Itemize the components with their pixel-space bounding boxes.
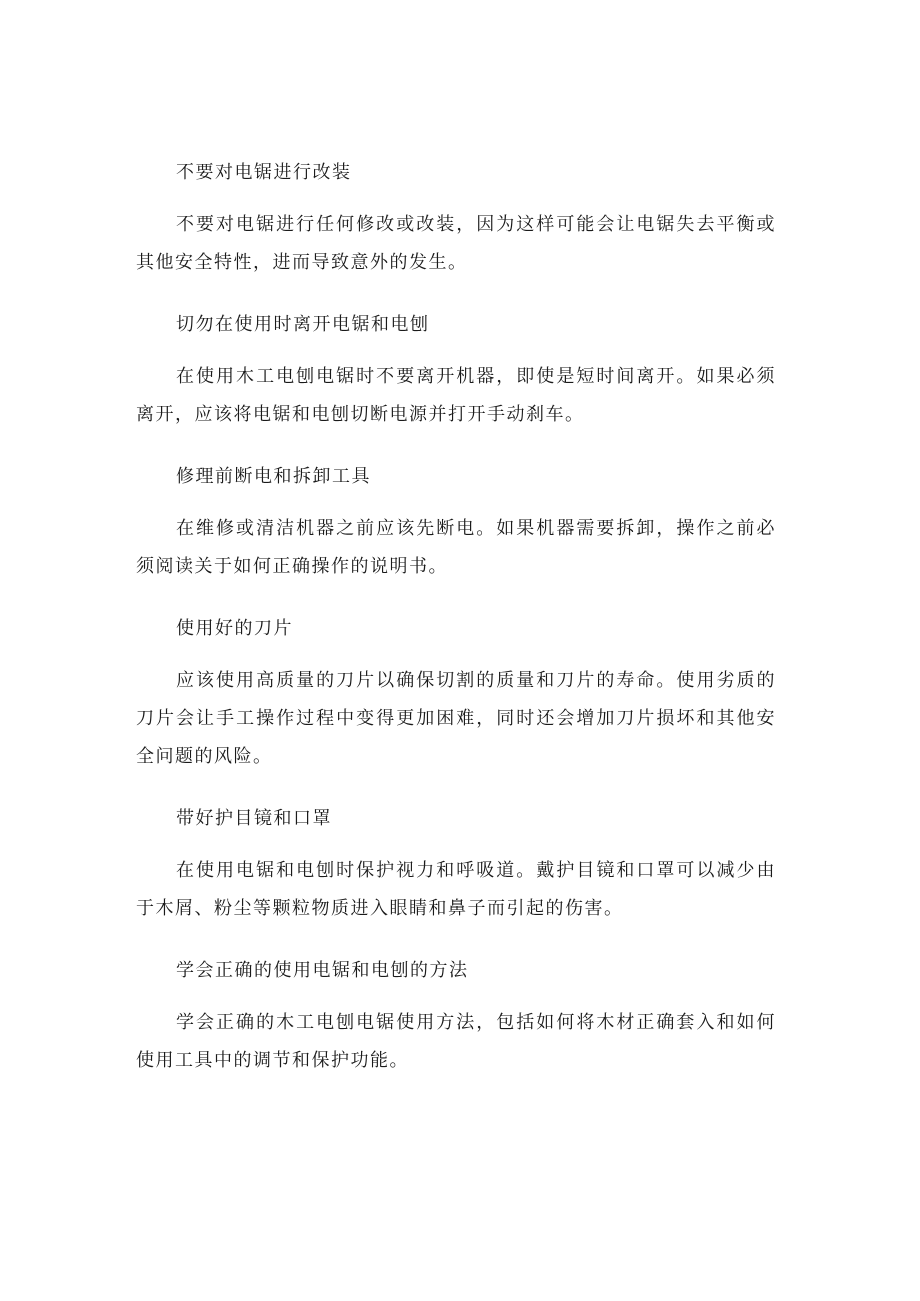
section-heading: 带好护目镜和口罩 xyxy=(176,808,332,829)
section-heading: 切勿在使用时离开电锯和电刨 xyxy=(176,314,430,335)
section-heading: 学会正确的使用电锯和电刨的方法 xyxy=(176,960,469,981)
section-correct-usage xyxy=(136,948,776,1080)
section-heading: 使用好的刀片 xyxy=(176,618,293,639)
section-heading: 修理前断电和拆卸工具 xyxy=(176,466,371,487)
section-goggles-mask xyxy=(136,796,776,928)
section-body: 应该使用高质量的刀片以确保切割的质量和刀片的寿命。使用劣质的刀片会让手工操作过程中变得更加困难，同时还会增加刀片损坏和其他安全问题的风险。 xyxy=(136,670,776,767)
document-page xyxy=(136,150,776,1080)
section-body: 在维修或清洁机器之前应该先断电。如果机器需要拆卸，操作之前必须阅读关于如何正确操作的说明书。 xyxy=(136,518,776,577)
section-good-blades xyxy=(136,606,776,776)
section-power-off-repair xyxy=(136,454,776,586)
section-heading: 不要对电锯进行改装 xyxy=(176,162,352,183)
section-body: 在使用木工电刨电锯时不要离开机器，即使是短时间离开。如果必须离开，应该将电锯和电刨切断电源并打开手动刹车。 xyxy=(136,366,776,425)
section-modification xyxy=(136,150,776,282)
section-body: 学会正确的木工电刨电锯使用方法，包括如何将木材正确套入和如何使用工具中的调节和保护功能。 xyxy=(136,1012,776,1071)
section-body: 在使用电锯和电刨时保护视力和呼吸道。戴护目镜和口罩可以减少由于木屑、粉尘等颗粒物质进入眼睛和鼻子而引起的伤害。 xyxy=(136,860,776,919)
section-body: 不要对电锯进行任何修改或改装，因为这样可能会让电锯失去平衡或其他安全特性，进而导致意外的发生。 xyxy=(136,214,776,273)
section-do-not-leave xyxy=(136,302,776,434)
